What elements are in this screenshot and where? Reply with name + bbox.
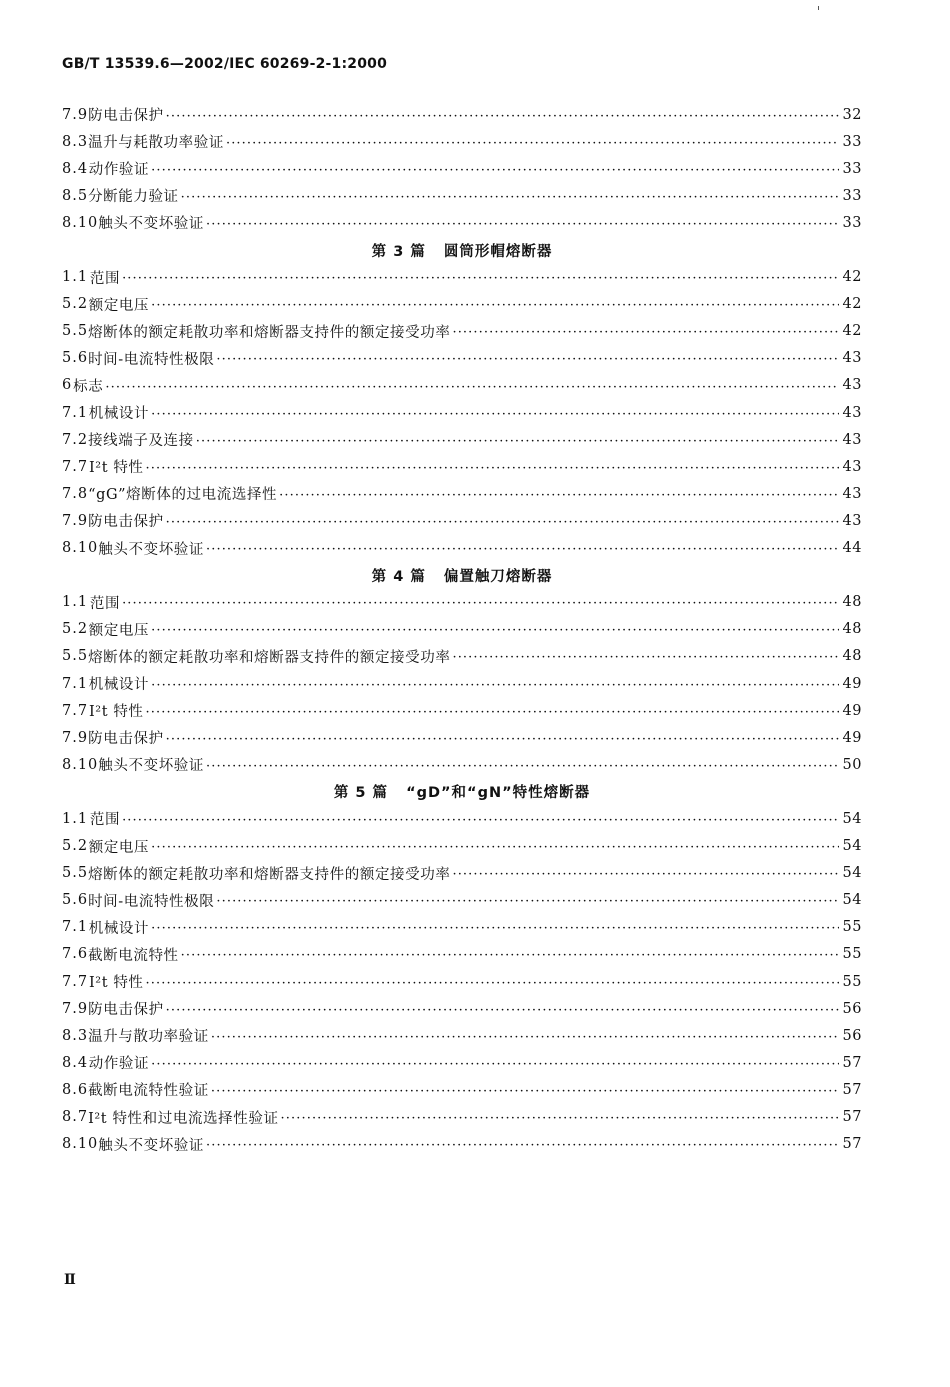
toc-entry-title: 额定电压: [88, 839, 150, 856]
toc-entry-title: 熔断体的额定耗散功率和熔断器支持件的额定接受功率: [88, 649, 451, 666]
toc-entry-number: 8.10: [62, 1136, 99, 1153]
toc-entry-page: 43: [842, 458, 862, 475]
toc-entry-number: 8.7: [62, 1109, 89, 1126]
toc-entry-page: 55: [842, 973, 862, 990]
section-title: 圆筒形帽熔断器: [443, 243, 553, 260]
toc-entry-page: 42: [842, 296, 862, 313]
toc-entry-number: 5.5: [62, 648, 89, 665]
toc-entry[interactable]: [62, 318, 862, 345]
toc-entry-number: 1.1: [62, 269, 89, 286]
toc-entry-title: I²t 特性和过电流选择性验证: [88, 1110, 279, 1127]
toc-entry-title: 触头不变坏验证: [98, 758, 204, 775]
dot-leader: [146, 460, 839, 476]
toc-entry-title: 温升与耗散功率验证: [88, 135, 224, 152]
toc-entry-number: 8.3: [62, 1027, 89, 1044]
toc-entry-page: 57: [842, 1136, 862, 1153]
toc-entry-number: 7.9: [62, 729, 89, 746]
dot-leader: [166, 731, 839, 747]
toc-entry-page: 33: [842, 160, 862, 177]
toc-entry-page: 57: [842, 1054, 862, 1071]
toc-entry-title: 动作验证: [88, 1056, 150, 1073]
dot-leader: [122, 595, 838, 611]
toc-entry[interactable]: [62, 101, 862, 128]
toc-entry-page: 48: [842, 648, 862, 665]
toc-entry[interactable]: [62, 426, 862, 453]
toc-entry[interactable]: [62, 643, 862, 670]
toc-entry-page: 50: [842, 756, 862, 773]
toc-entry-title: 接线端子及连接: [88, 433, 194, 450]
page-number-roman: Ⅱ: [64, 1272, 76, 1288]
toc-entry[interactable]: [62, 968, 862, 995]
toc-entry-number: 7.9: [62, 512, 89, 529]
toc-entry-page: 56: [842, 1000, 862, 1017]
dot-leader: [166, 514, 839, 530]
toc-entry-page: 49: [842, 729, 862, 746]
dot-leader: [206, 758, 839, 774]
toc-entry-page: 55: [842, 919, 862, 936]
toc-entry-page: 54: [842, 838, 862, 855]
dot-leader: [151, 162, 838, 178]
toc-entry[interactable]: [62, 1049, 862, 1076]
toc-entry-title: I²t 特性: [88, 460, 144, 477]
section-title: 偏置触刀熔断器: [443, 568, 553, 585]
toc-entry-page: 54: [842, 892, 862, 909]
toc-entry[interactable]: [62, 264, 862, 291]
dot-leader: [196, 433, 839, 449]
toc-entry-number: 1.1: [62, 594, 89, 611]
dot-leader: [151, 1056, 838, 1072]
toc-entry-number: 5.2: [62, 621, 89, 638]
toc-entry-page: 43: [842, 350, 862, 367]
toc-entry-number: 7.1: [62, 404, 89, 421]
toc-entry-number: 7.2: [62, 431, 89, 448]
toc-entry-title: 范围: [89, 270, 121, 287]
toc-entry[interactable]: [62, 507, 862, 534]
toc-entry-page: 43: [842, 377, 862, 394]
dot-leader: [151, 920, 838, 936]
dot-leader: [211, 1083, 839, 1099]
toc-section-heading: [62, 562, 862, 589]
toc-entry-page: 43: [842, 404, 862, 421]
toc-entry-number: 5.5: [62, 865, 89, 882]
dot-leader: [181, 947, 839, 963]
dot-leader: [206, 216, 839, 232]
toc-entry-title: 范围: [89, 595, 121, 612]
toc-entry[interactable]: [62, 1103, 862, 1130]
dot-leader: [151, 677, 838, 693]
toc-entry-page: 43: [842, 431, 862, 448]
toc-entry-number: 7.8: [62, 485, 89, 502]
section-label: 第 5 篇: [333, 785, 389, 802]
toc-entry[interactable]: [62, 589, 862, 616]
toc-entry[interactable]: [62, 1076, 862, 1103]
toc-entry-page: 55: [842, 946, 862, 963]
dot-leader: [452, 324, 838, 340]
toc-entry-page: 33: [842, 214, 862, 231]
toc-entry-number: 8.10: [62, 540, 99, 557]
toc-section-heading: [62, 778, 862, 805]
toc-entry-title: 机械设计: [88, 677, 150, 694]
toc-entry[interactable]: [62, 291, 862, 318]
toc-entry[interactable]: [62, 155, 862, 182]
toc-entry[interactable]: [62, 697, 862, 724]
toc-section-heading: [62, 236, 862, 263]
toc-entry[interactable]: [62, 887, 862, 914]
dot-leader: [122, 812, 838, 828]
toc-entry-title: 机械设计: [88, 406, 150, 423]
toc-entry-page: 56: [842, 1027, 862, 1044]
toc-entry-title: 熔断体的额定耗散功率和熔断器支持件的额定接受功率: [88, 866, 451, 883]
dot-leader: [151, 839, 838, 855]
standard-header: GB/T 13539.6—2002/IEC 60269-2-1:2000: [62, 56, 388, 72]
toc-entry-page: 43: [842, 485, 862, 502]
toc-entry-number: 8.10: [62, 214, 99, 231]
dot-leader: [122, 270, 838, 286]
toc-entry-number: 8.6: [62, 1081, 89, 1098]
toc-entry[interactable]: [62, 372, 862, 399]
toc-entry-title: 熔断体的额定耗散功率和熔断器支持件的额定接受功率: [88, 324, 451, 341]
toc-entry[interactable]: [62, 1022, 862, 1049]
toc-entry-page: 42: [842, 323, 862, 340]
dot-leader: [166, 1002, 839, 1018]
toc-entry[interactable]: [62, 616, 862, 643]
toc-entry-number: 7.6: [62, 946, 89, 963]
toc-entry-title: 额定电压: [88, 297, 150, 314]
toc-entry-title: 温升与散功率验证: [88, 1029, 209, 1046]
toc-entry-title: 防电击保护: [88, 514, 164, 531]
toc-entry[interactable]: [62, 995, 862, 1022]
toc-entry[interactable]: [62, 480, 862, 507]
toc-entry-title: 分断能力验证: [88, 189, 179, 206]
dot-leader: [211, 1029, 839, 1045]
toc-entry[interactable]: [62, 128, 862, 155]
toc-entry-title: 截断电流特性: [88, 947, 179, 964]
toc-entry[interactable]: [62, 670, 862, 697]
toc-entry-number: 1.1: [62, 810, 89, 827]
toc-entry-title: I²t 特性: [88, 975, 144, 992]
toc-entry-title: 触头不变坏验证: [98, 216, 204, 233]
toc-entry-number: 7.1: [62, 675, 89, 692]
toc-entry-number: 5.2: [62, 838, 89, 855]
toc-entry-title: 机械设计: [88, 920, 150, 937]
toc-entry-title: 触头不变坏验证: [98, 1137, 204, 1154]
toc-entry-number: 5.2: [62, 296, 89, 313]
dot-leader: [146, 975, 839, 991]
toc-entry-number: 8.5: [62, 187, 89, 204]
toc-entry-title: 截断电流特性验证: [88, 1083, 209, 1100]
toc-entry-title: 时间-电流特性极限: [88, 893, 215, 910]
dot-leader: [279, 487, 838, 503]
toc-entry-number: 7.7: [62, 458, 89, 475]
dot-leader: [151, 622, 838, 638]
toc-entry[interactable]: [62, 751, 862, 778]
toc-entry-title: 时间-电流特性极限: [88, 351, 215, 368]
dot-leader: [452, 649, 838, 665]
toc-entry[interactable]: [62, 345, 862, 372]
toc-entry-page: 49: [842, 702, 862, 719]
toc-entry[interactable]: [62, 209, 862, 236]
toc-entry-title: 额定电压: [88, 622, 150, 639]
toc-entry-number: 8.10: [62, 756, 99, 773]
toc-entry-page: 32: [842, 106, 862, 123]
toc-entry[interactable]: [62, 833, 862, 860]
dot-leader: [206, 541, 839, 557]
toc-entry-page: 48: [842, 594, 862, 611]
toc-entry-number: 5.6: [62, 350, 89, 367]
dot-leader: [226, 135, 839, 151]
toc-entry[interactable]: [62, 914, 862, 941]
dot-leader: [216, 893, 838, 909]
toc-entry-title: I²t 特性: [88, 704, 144, 721]
toc-entry-title: 防电击保护: [88, 731, 164, 748]
toc-entry-title: 防电击保护: [88, 108, 164, 125]
toc-entry-page: 54: [842, 865, 862, 882]
dot-leader: [216, 351, 838, 367]
section-label: 第 4 篇: [371, 568, 426, 585]
dot-leader: [166, 108, 839, 124]
toc-entry-number: 7.1: [62, 919, 89, 936]
toc-entry-title: 动作验证: [88, 162, 150, 179]
toc-entry-number: 7.9: [62, 1000, 89, 1017]
toc-entry-title: “gG”熔断体的过电流选择性: [88, 487, 278, 504]
dot-leader: [281, 1110, 839, 1126]
toc-entry-title: 标志: [73, 378, 104, 395]
table-of-contents: [62, 101, 862, 1158]
toc-entry-page: 33: [842, 133, 862, 150]
dot-leader: [105, 379, 838, 395]
toc-entry-page: 57: [842, 1081, 862, 1098]
dot-leader: [146, 704, 839, 720]
dot-leader: [452, 866, 838, 882]
section-title: “gD”和“gN”特性熔断器: [406, 785, 591, 802]
dot-leader: [151, 297, 838, 313]
toc-entry[interactable]: [62, 724, 862, 751]
dot-leader: [206, 1137, 839, 1153]
toc-entry-page: 33: [842, 187, 862, 204]
toc-entry[interactable]: [62, 182, 862, 209]
toc-entry[interactable]: [62, 860, 862, 887]
toc-entry-page: 54: [842, 810, 862, 827]
toc-entry[interactable]: [62, 399, 862, 426]
section-label: 第 3 篇: [371, 243, 426, 260]
toc-entry-number: 8.4: [62, 1054, 89, 1071]
toc-entry-page: 42: [842, 269, 862, 286]
toc-entry-number: 5.6: [62, 892, 89, 909]
toc-entry-number: 7.7: [62, 973, 89, 990]
dot-leader: [181, 189, 839, 205]
toc-entry-number: 8.4: [62, 160, 89, 177]
toc-entry[interactable]: [62, 1131, 862, 1158]
toc-entry-number: 8.3: [62, 133, 89, 150]
toc-entry-page: 43: [842, 512, 862, 529]
scan-mark: [818, 6, 819, 10]
toc-entry[interactable]: [62, 535, 862, 562]
toc-entry-page: 49: [842, 675, 862, 692]
toc-entry-title: 防电击保护: [88, 1002, 164, 1019]
toc-entry[interactable]: [62, 805, 862, 832]
toc-entry-title: 范围: [89, 812, 121, 829]
toc-entry-page: 48: [842, 621, 862, 638]
dot-leader: [151, 406, 838, 422]
toc-entry-page: 44: [842, 540, 862, 557]
toc-entry-title: 触头不变坏验证: [98, 541, 204, 558]
toc-entry-number: 7.7: [62, 702, 89, 719]
toc-entry[interactable]: [62, 941, 862, 968]
toc-entry-number: 6: [62, 377, 73, 394]
toc-entry[interactable]: [62, 453, 862, 480]
toc-entry-page: 57: [842, 1109, 862, 1126]
toc-entry-number: 5.5: [62, 323, 89, 340]
toc-entry-number: 7.9: [62, 106, 89, 123]
